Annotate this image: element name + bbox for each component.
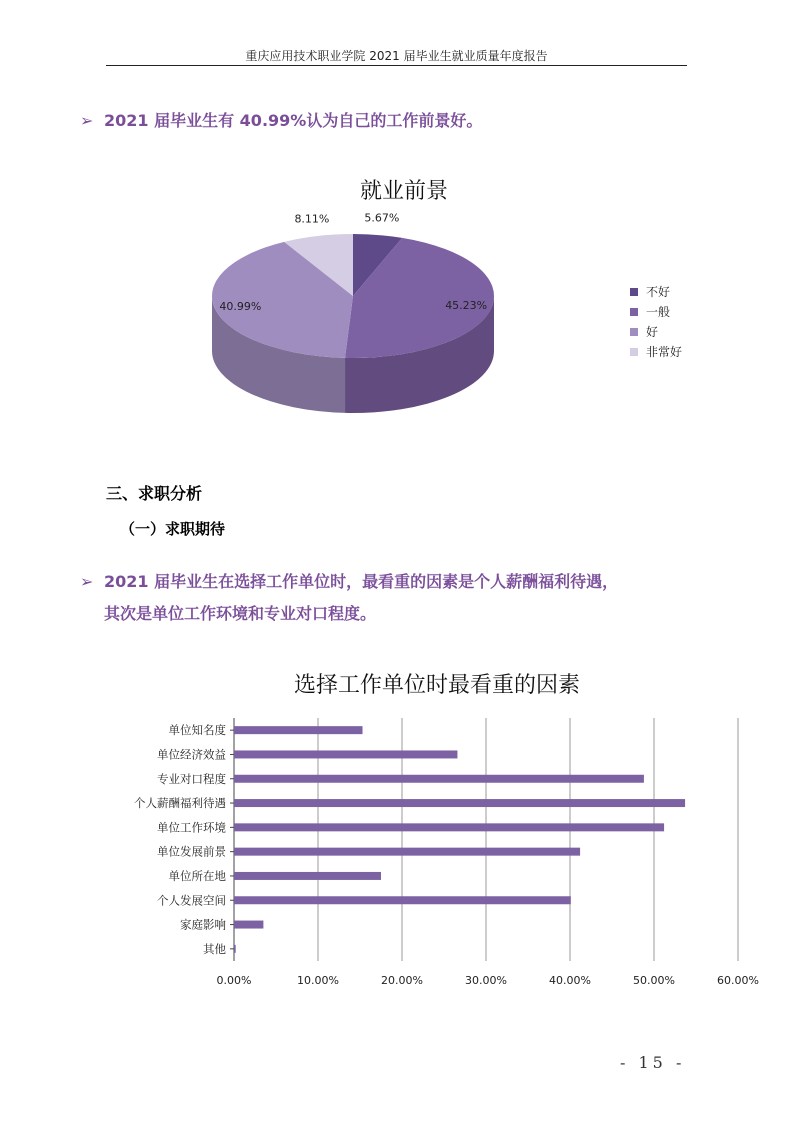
paragraph-factors [80, 566, 618, 630]
x-tick-label: 10.00% [297, 974, 339, 987]
paragraph-factors-line1: 2021 届毕业生在选择工作单位时，最看重的因素是个人薪酬福利待遇， [104, 572, 619, 591]
bar [234, 896, 571, 904]
x-tick-label: 30.00% [465, 974, 507, 987]
x-tick-label: 40.00% [549, 974, 591, 987]
pie-data-label: 45.23% [445, 299, 488, 313]
x-tick-label: 0.00% [216, 974, 252, 987]
bar [234, 945, 236, 953]
y-category-label: 单位经济效益 [157, 747, 226, 762]
bar [234, 799, 685, 807]
arrow-bullet-icon: ➢ [80, 111, 94, 130]
y-category-label: 单位所在地 [168, 868, 226, 883]
arrow-bullet-icon: ➢ [80, 572, 94, 591]
outlook-pie-chart [0, 0, 793, 440]
legend-label: 不好 [646, 285, 671, 299]
bar [234, 750, 457, 758]
pie-title: 就业前景 [359, 179, 449, 204]
page-number: - 15 - [620, 1053, 686, 1072]
legend-label: 非常好 [646, 345, 683, 359]
bar [234, 823, 664, 831]
y-category-label: 单位工作环境 [157, 820, 226, 835]
legend-swatch [630, 348, 638, 356]
x-tick-label: 60.00% [717, 974, 759, 987]
header-title: 重庆应用技术职业学院 2021 届毕业生就业质量年度报告 [245, 49, 548, 63]
legend-swatch [630, 328, 638, 336]
legend-swatch [630, 288, 638, 296]
legend-label: 好 [646, 325, 659, 339]
y-category-label: 其他 [203, 941, 226, 956]
section-heading: 三、求职分析 [106, 484, 203, 503]
y-category-label: 家庭影响 [180, 917, 226, 932]
legend-swatch [630, 308, 638, 316]
bar [234, 848, 580, 856]
bar [234, 872, 381, 880]
paragraph-outlook-text: 2021 届毕业生有 40.99%认为自己的工作前景好。 [104, 111, 483, 130]
pie-data-label: 40.99% [219, 300, 262, 314]
paragraph-factors-line2: 其次是单位工作环境和专业对口程度。 [104, 604, 377, 623]
sub-heading: （一）求职期待 [120, 520, 226, 538]
y-category-label: 个人薪酬福利待遇 [134, 796, 226, 811]
x-tick-label: 20.00% [381, 974, 423, 987]
legend-label: 一般 [646, 305, 671, 319]
bar [234, 726, 363, 734]
bar-title: 选择工作单位时最看重的因素 [293, 673, 581, 698]
y-category-label: 个人发展空间 [157, 893, 226, 908]
y-category-label: 单位发展前景 [157, 844, 226, 859]
x-tick-label: 50.00% [633, 974, 675, 987]
y-category-label: 单位知名度 [168, 723, 226, 738]
bar [234, 921, 263, 929]
pie-data-label: 8.11% [294, 212, 330, 226]
bar [234, 775, 644, 783]
pie-data-label: 5.67% [364, 211, 400, 225]
y-category-label: 专业对口程度 [157, 771, 226, 786]
